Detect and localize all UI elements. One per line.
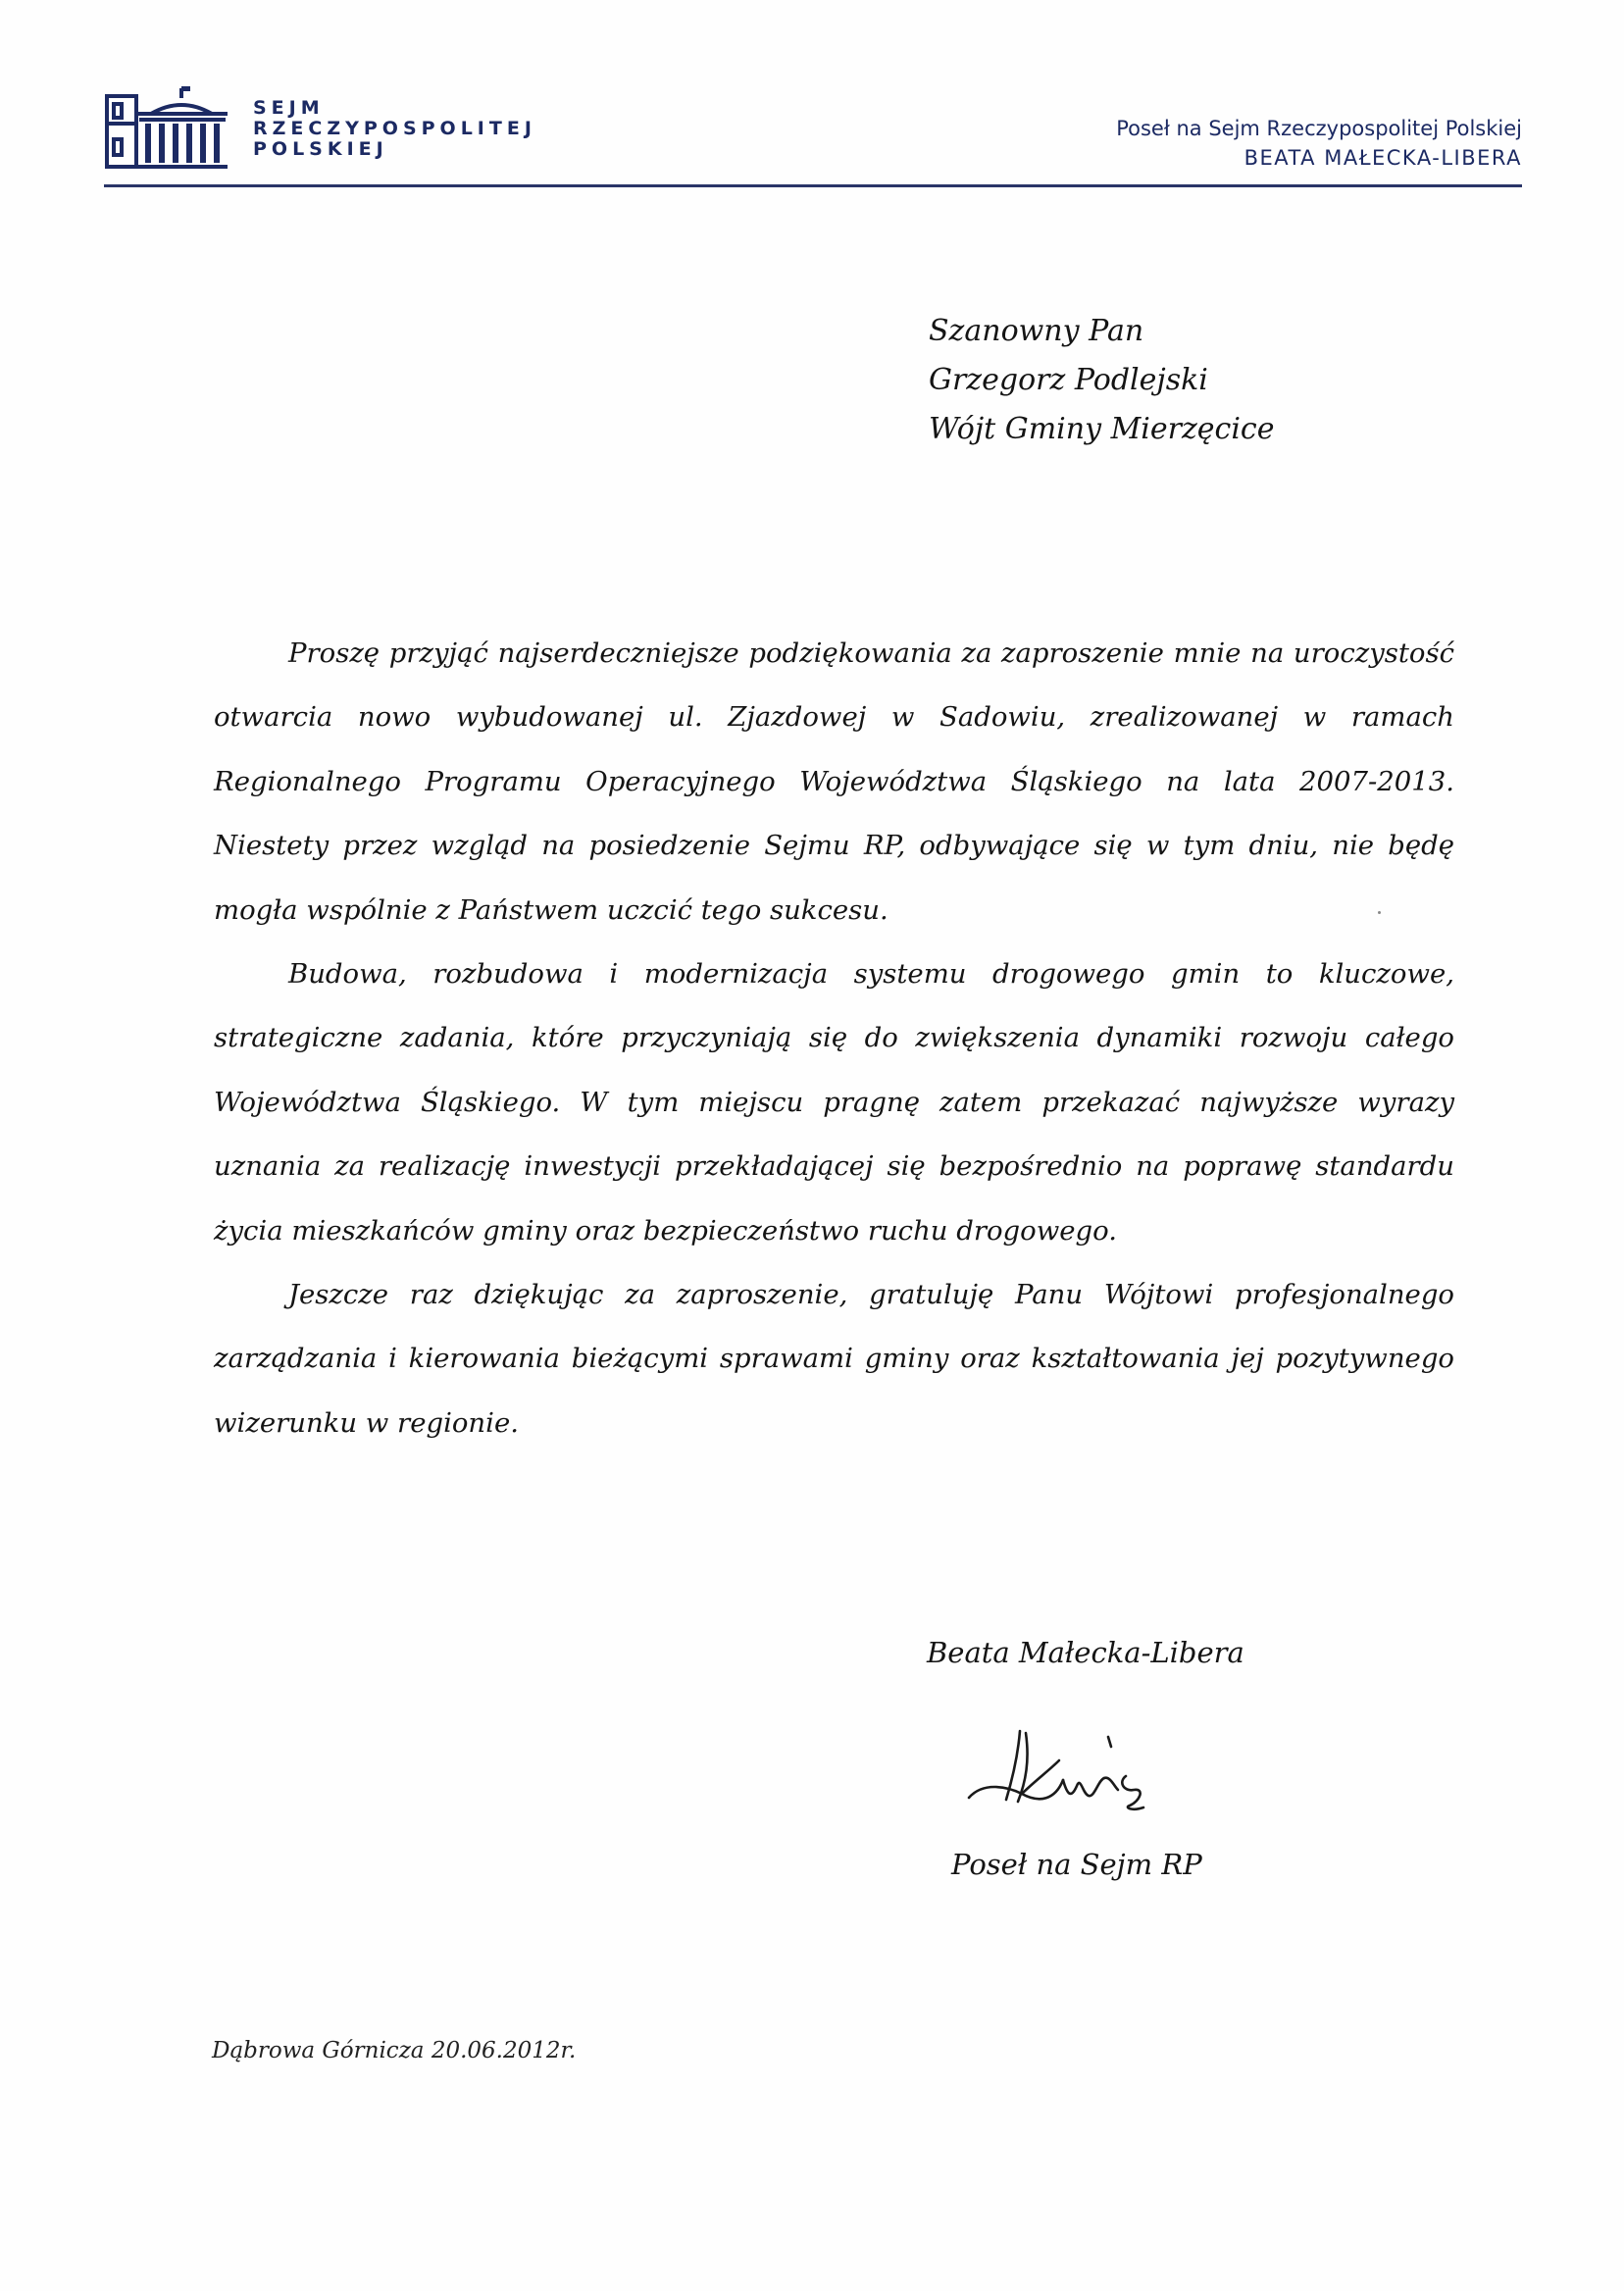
sejm-line-1: SEJM [253,97,325,119]
recipient-name: Grzegorz Podlejski [929,363,1208,397]
recipient-block [929,307,1275,454]
signer-role: Poseł na Sejm RP [951,1848,1202,1881]
recipient-salutation: Szanowny Pan [929,314,1144,348]
letter-body [214,622,1454,1455]
sejm-line-3: POLSKIEJ [253,138,388,160]
header-divider [104,184,1522,187]
sejm-building-icon [104,84,231,173]
handwritten-signature-icon [961,1721,1196,1829]
signer-name: Beata Małecka-Libera [927,1636,1244,1669]
body-paragraph-3: Jeszcze raz dziękując za zaproszenie, gratuluję Panu Wójtowi profesjonalnego zarządzania i kierowania bieżącymi sprawami gminy oraz kształtowania jej pozytywnego wizerunku w regionie. [214,1279,1454,1439]
mp-title: Poseł na Sejm Rzeczypospolitej Polskiej [1116,117,1522,140]
mp-header [1116,114,1522,173]
sejm-wordmark [253,98,536,160]
sejm-line-2: RZECZYPOSPOLITEJ [253,118,536,139]
mp-name: BEATA MAŁECKA-LIBERA [1243,146,1522,170]
body-paragraph-1: Proszę przyjąć najserdeczniejsze podziękowania za zaproszenie mnie na uroczystość otwarcia nowo wybudowanej ul. Zjazdowej w Sadowiu, zrealizowanej w ramach Regionalnego Programu Operacyjnego Województwa Śląskiego na lata 2007-2013. Niestety przez wzgląd na posiedzenie Sejmu RP, odbywające się w tym dniu, nie będę mogła wspólnie z Państwem uczcić tego sukcesu. [214,637,1454,926]
scan-speck [1378,911,1381,914]
body-paragraph-2: Budowa, rozbudowa i modernizacja systemu drogowego gmin to kluczowe, strategiczne zadania, które przyczyniają się do zwiększenia dynamiki rozwoju całego Województwa Śląskiego. W tym miejscu pragnę zatem przekazać najwyższe wyrazy uznania za realizację inwestycji przekładającej się bezpośrednio na poprawę standardu życia mieszkańców gminy oraz bezpieczeństwo ruchu drogowego. [214,958,1454,1247]
place-and-date: Dąbrowa Górnicza 20.06.2012r. [212,2038,577,2063]
letterhead [104,84,1522,186]
recipient-position: Wójt Gminy Mierzęcice [929,412,1275,446]
